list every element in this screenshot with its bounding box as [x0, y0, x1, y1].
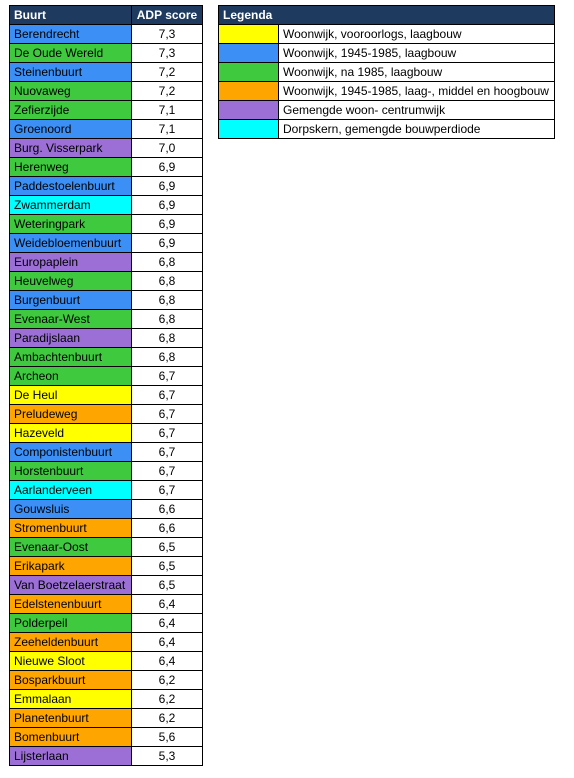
- table-row: [10, 348, 203, 367]
- legend-color-swatch: [219, 120, 279, 139]
- buurt-name-cell: Groenoord: [10, 120, 132, 139]
- table-row: [10, 576, 203, 595]
- table-row: [10, 538, 203, 557]
- buurt-name-cell: Burg. Visserpark: [10, 139, 132, 158]
- table-row: [10, 63, 203, 82]
- table-row: [10, 747, 203, 766]
- adp-score-cell: 6,7: [132, 481, 203, 500]
- buurt-name-cell: Berendrecht: [10, 25, 132, 44]
- legend-label: Woonwijk, na 1985, laagbouw: [279, 63, 555, 82]
- adp-score-cell: 7,3: [132, 25, 203, 44]
- buurt-name-cell: Bosparkbuurt: [10, 671, 132, 690]
- legend-color-swatch: [219, 63, 279, 82]
- adp-score-cell: 7,2: [132, 63, 203, 82]
- adp-score-cell: 6,9: [132, 234, 203, 253]
- table-row: [10, 44, 203, 63]
- table-row: [10, 633, 203, 652]
- table-row: [10, 671, 203, 690]
- adp-score-cell: 6,9: [132, 158, 203, 177]
- adp-score-cell: 6,8: [132, 272, 203, 291]
- buurt-name-cell: Zwammerdam: [10, 196, 132, 215]
- table-row: [10, 101, 203, 120]
- legend-color-swatch: [219, 25, 279, 44]
- adp-score-cell: 7,1: [132, 101, 203, 120]
- adp-score-cell: 6,4: [132, 652, 203, 671]
- adp-score-cell: 6,8: [132, 291, 203, 310]
- buurt-name-cell: Nuovaweg: [10, 82, 132, 101]
- legend-row: [219, 120, 555, 139]
- column-header-buurt: Buurt: [10, 6, 132, 25]
- adp-score-cell: 6,7: [132, 367, 203, 386]
- buurt-score-table: [9, 5, 203, 766]
- legend-row: [219, 82, 555, 101]
- column-header-adp-score: ADP score: [132, 6, 203, 25]
- adp-score-cell: 6,5: [132, 538, 203, 557]
- buurt-name-cell: Horstenbuurt: [10, 462, 132, 481]
- buurt-name-cell: Evenaar-West: [10, 310, 132, 329]
- buurt-name-cell: Componistenbuurt: [10, 443, 132, 462]
- table-row: [10, 196, 203, 215]
- table-row: [10, 82, 203, 101]
- buurt-name-cell: Stromenbuurt: [10, 519, 132, 538]
- buurt-name-cell: Weidebloemenbuurt: [10, 234, 132, 253]
- table-row: [10, 519, 203, 538]
- adp-score-cell: 6,4: [132, 595, 203, 614]
- buurt-name-cell: Planetenbuurt: [10, 709, 132, 728]
- adp-score-cell: 6,8: [132, 310, 203, 329]
- table-row: [10, 367, 203, 386]
- table-row: [10, 500, 203, 519]
- table-row: [10, 310, 203, 329]
- buurt-name-cell: Ambachtenbuurt: [10, 348, 132, 367]
- table-row: [10, 25, 203, 44]
- buurt-name-cell: Hazeveld: [10, 424, 132, 443]
- buurt-name-cell: Preludeweg: [10, 405, 132, 424]
- legend-row: [219, 63, 555, 82]
- table-row: [10, 177, 203, 196]
- buurt-name-cell: Zeeheldenbuurt: [10, 633, 132, 652]
- legend-header-row: [219, 6, 555, 25]
- buurt-name-cell: Archeon: [10, 367, 132, 386]
- legend-title: Legenda: [219, 6, 555, 25]
- table-row: [10, 291, 203, 310]
- adp-score-cell: 7,3: [132, 44, 203, 63]
- table-row: [10, 690, 203, 709]
- adp-score-cell: 6,5: [132, 557, 203, 576]
- table-row: [10, 728, 203, 747]
- table-header-row: [10, 6, 203, 25]
- adp-score-cell: 7,1: [132, 120, 203, 139]
- table-row: [10, 614, 203, 633]
- table-row: [10, 386, 203, 405]
- legend-label: Woonwijk, vooroorlogs, laagbouw: [279, 25, 555, 44]
- table-row: [10, 253, 203, 272]
- adp-score-cell: 6,9: [132, 196, 203, 215]
- adp-score-cell: 6,7: [132, 386, 203, 405]
- legend-body: [219, 25, 555, 139]
- adp-score-cell: 6,4: [132, 614, 203, 633]
- adp-score-cell: 5,6: [132, 728, 203, 747]
- legend-row: [219, 101, 555, 120]
- adp-score-cell: 6,5: [132, 576, 203, 595]
- buurt-name-cell: De Oude Wereld: [10, 44, 132, 63]
- buurt-name-cell: Europaplein: [10, 253, 132, 272]
- buurt-name-cell: Paradijslaan: [10, 329, 132, 348]
- adp-score-cell: 6,8: [132, 348, 203, 367]
- adp-score-cell: 6,6: [132, 519, 203, 538]
- legend-label: Woonwijk, 1945-1985, laag-, middel en hoogbouw: [279, 82, 555, 101]
- adp-score-cell: 6,4: [132, 633, 203, 652]
- buurt-name-cell: Paddestoelenbuurt: [10, 177, 132, 196]
- table-row: [10, 709, 203, 728]
- adp-score-cell: 6,7: [132, 405, 203, 424]
- table-row: [10, 272, 203, 291]
- adp-score-cell: 6,2: [132, 690, 203, 709]
- table-row: [10, 481, 203, 500]
- adp-score-cell: 7,0: [132, 139, 203, 158]
- table-row: [10, 424, 203, 443]
- adp-score-cell: 6,7: [132, 424, 203, 443]
- buurt-name-cell: Polderpeil: [10, 614, 132, 633]
- table-row: [10, 215, 203, 234]
- buurt-name-cell: Bomenbuurt: [10, 728, 132, 747]
- buurt-name-cell: Steinenbuurt: [10, 63, 132, 82]
- legend-label: Gemengde woon- centrumwijk: [279, 101, 555, 120]
- adp-score-cell: 6,9: [132, 215, 203, 234]
- legend-label: Woonwijk, 1945-1985, laagbouw: [279, 44, 555, 63]
- table-row: [10, 139, 203, 158]
- buurt-name-cell: Erikapark: [10, 557, 132, 576]
- table-row: [10, 557, 203, 576]
- legend-row: [219, 25, 555, 44]
- table-body: [10, 25, 203, 766]
- buurt-name-cell: Heuvelweg: [10, 272, 132, 291]
- buurt-name-cell: Emmalaan: [10, 690, 132, 709]
- buurt-name-cell: Van Boetzelaerstraat: [10, 576, 132, 595]
- buurt-name-cell: Evenaar-Oost: [10, 538, 132, 557]
- buurt-name-cell: Nieuwe Sloot: [10, 652, 132, 671]
- table-row: [10, 652, 203, 671]
- table-row: [10, 443, 203, 462]
- table-row: [10, 595, 203, 614]
- adp-score-cell: 6,6: [132, 500, 203, 519]
- adp-score-cell: 6,9: [132, 177, 203, 196]
- buurt-name-cell: Burgenbuurt: [10, 291, 132, 310]
- adp-score-cell: 7,2: [132, 82, 203, 101]
- legend-color-swatch: [219, 101, 279, 120]
- buurt-name-cell: Lijsterlaan: [10, 747, 132, 766]
- table-row: [10, 329, 203, 348]
- table-row: [10, 462, 203, 481]
- buurt-name-cell: Aarlanderveen: [10, 481, 132, 500]
- legend-label: Dorpskern, gemengde bouwperdiode: [279, 120, 555, 139]
- adp-score-cell: 6,2: [132, 709, 203, 728]
- buurt-name-cell: Weteringpark: [10, 215, 132, 234]
- legend-color-swatch: [219, 82, 279, 101]
- buurt-name-cell: Herenweg: [10, 158, 132, 177]
- table-row: [10, 405, 203, 424]
- adp-score-cell: 6,8: [132, 253, 203, 272]
- adp-score-cell: 6,2: [132, 671, 203, 690]
- table-row: [10, 234, 203, 253]
- table-row: [10, 158, 203, 177]
- buurt-name-cell: Edelstenenbuurt: [10, 595, 132, 614]
- legend-table: [218, 5, 555, 139]
- buurt-name-cell: Zefierzijde: [10, 101, 132, 120]
- legend-color-swatch: [219, 44, 279, 63]
- adp-score-cell: 6,7: [132, 443, 203, 462]
- buurt-name-cell: De Heul: [10, 386, 132, 405]
- adp-score-cell: 6,8: [132, 329, 203, 348]
- legend-row: [219, 44, 555, 63]
- adp-score-cell: 6,7: [132, 462, 203, 481]
- buurt-name-cell: Gouwsluis: [10, 500, 132, 519]
- adp-score-cell: 5,3: [132, 747, 203, 766]
- table-row: [10, 120, 203, 139]
